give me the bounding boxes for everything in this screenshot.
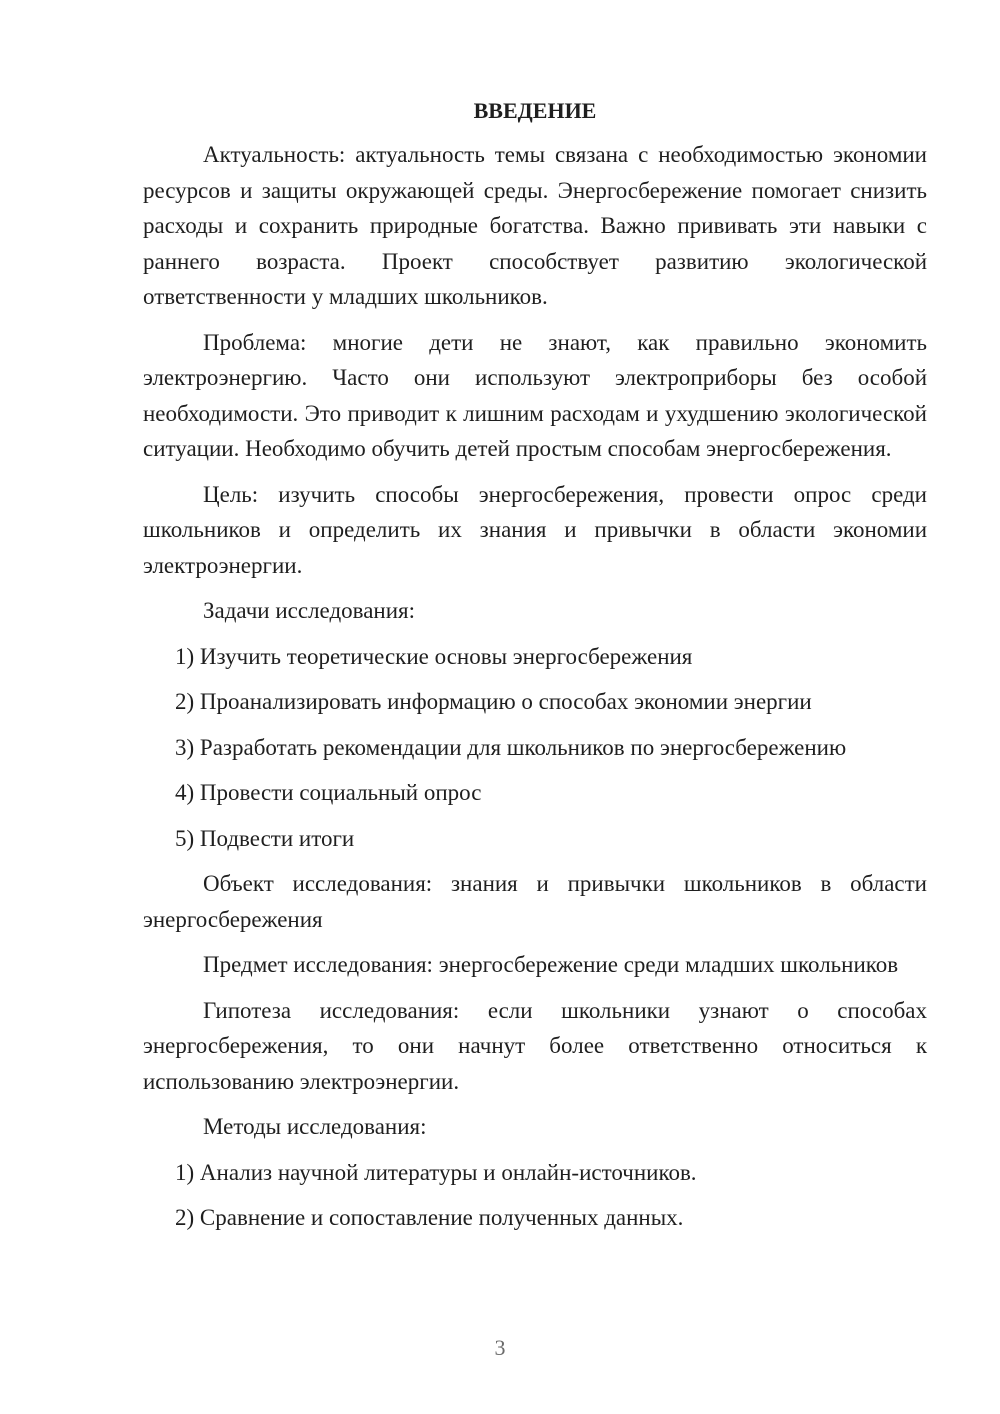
- problem-paragraph: Проблема: многие дети не знают, как правильно экономить электроэнергию. Часто они используют электроприборы без особой необходимости. Это приводит к лишним расходам и ухудшению экологической ситуации. Необходимо обучить детей простым способам энергосбережения.: [143, 329, 927, 461]
- section-title: ВВЕДЕНИЕ: [473, 98, 597, 123]
- task-item: 2) Проанализировать информацию о способах экономии энергии: [175, 689, 812, 714]
- methods-list: [143, 1155, 927, 1236]
- object-paragraph: Объект исследования: знания и привычки школьников в области энергосбережения: [143, 871, 927, 932]
- task-item: 1) Изучить теоретические основы энергосбережения: [175, 643, 693, 669]
- method-item: 2) Сравнение и сопоставление полученных данных.: [175, 1205, 684, 1230]
- relevance-paragraph: Актуальность: актуальность темы связана с необходимостью экономии ресурсов и защиты окружающей среды. Энергосбережение помогает снизить расходы и сохранить природные богатства. Важно прививать эти навыки с раннего возраста. Проект способствует развитию экологической ответственности у младших школьников.: [143, 142, 927, 309]
- task-item: 5) Подвести итоги: [175, 825, 355, 851]
- tasks-heading: Задачи исследования:: [203, 598, 416, 623]
- document-page: [143, 94, 927, 1246]
- task-item: 3) Разработать рекомендации для школьников по энергосбережению: [175, 734, 847, 760]
- subject-paragraph: Предмет исследования: энергосбережение среди младших школьников: [203, 952, 899, 977]
- goal-paragraph: Цель: изучить способы энергосбережения, провести опрос среди школьников и определить их знания и привычки в области экономии электроэнергии.: [143, 481, 927, 578]
- tasks-list: [143, 639, 927, 857]
- page-number: 3: [494, 1335, 506, 1360]
- method-item: 1) Анализ научной литературы и онлайн-источников.: [175, 1159, 697, 1185]
- task-item: 4) Провести социальный опрос: [175, 780, 482, 805]
- hypothesis-paragraph: Гипотеза исследования: если школьники узнают о способах энергосбережения, то они начнут более ответственно относиться к использованию электроэнергии.: [143, 997, 927, 1094]
- methods-heading: Методы исследования:: [203, 1114, 427, 1139]
